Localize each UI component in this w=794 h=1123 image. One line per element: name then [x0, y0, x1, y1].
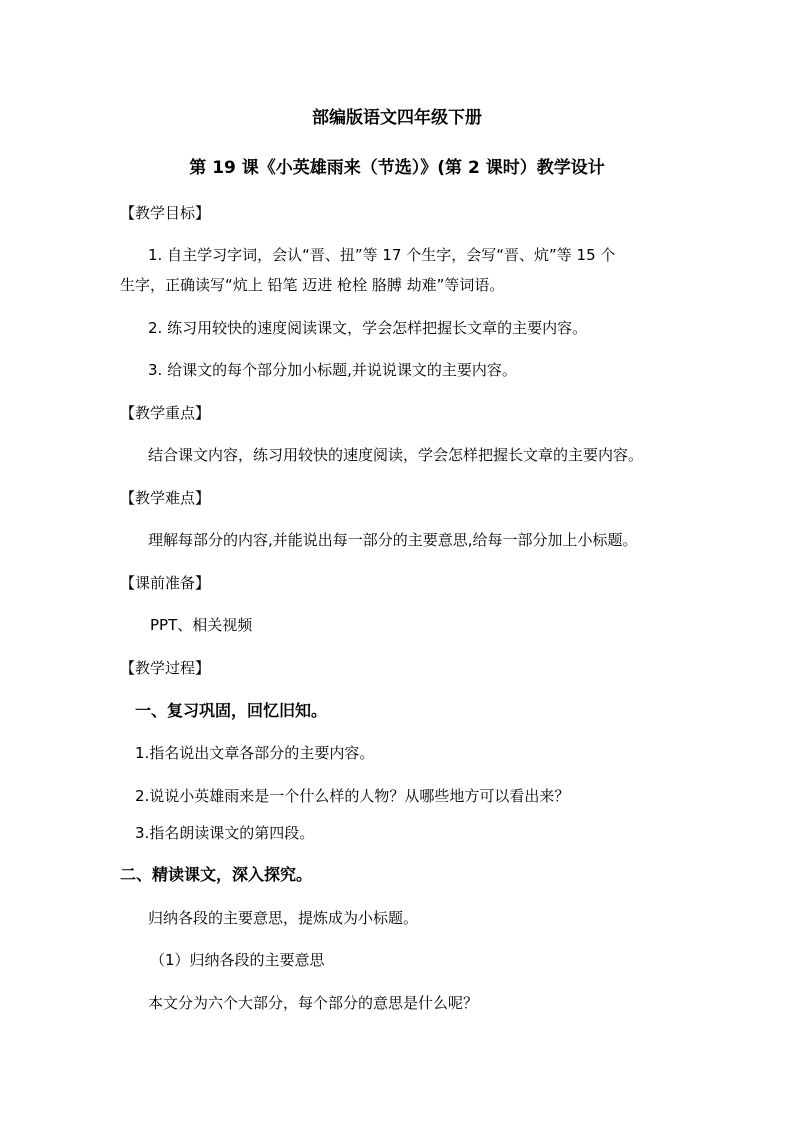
- section-1-item-1: 1.指名说出文章各部分的主要内容。: [135, 744, 375, 762]
- document-title: 部编版语文四年级下册: [312, 108, 482, 128]
- section-1-item-2: 2.说说小英雄雨来是一个什么样的人物？从哪些地方可以看出来？: [135, 787, 570, 805]
- prep-heading: 【课前准备】: [120, 574, 211, 592]
- difficulty-text: 理解每部分的内容,并能说出每一部分的主要意思,给每一部分加上小标题。: [148, 531, 638, 549]
- difficulty-heading: 【教学难点】: [120, 489, 211, 507]
- goal-1-line-2: 生字，正确读写“炕上 铅笔 迈进 枪栓 胳膊 劫难”等词语。: [120, 276, 505, 294]
- section-2-text-2: 本文分为六个大部分，每个部分的意思是什么呢？: [148, 994, 479, 1012]
- prep-text: PPT、相关视频: [150, 616, 253, 634]
- section-2-heading: 二、精读课文，深入探究。: [120, 865, 313, 884]
- section-2-text-1: 归纳各段的主要意思，提炼成为小标题。: [148, 909, 419, 927]
- goals-heading: 【教学目标】: [120, 204, 211, 222]
- goal-1-line-1: 1. 自主学习字词，会认“晋、扭”等 17 个生字，会写“晋、炕”等 15 个: [148, 246, 616, 264]
- lesson-subtitle: 第 19 课《小英雄雨来（节选）》(第 2 课时）教学设计: [189, 158, 605, 178]
- goal-2: 2. 练习用较快的速度阅读课文，学会怎样把握长文章的主要内容。: [148, 319, 588, 337]
- key-heading: 【教学重点】: [120, 404, 211, 422]
- goal-3: 3. 给课文的每个部分加小标题,并说说课文的主要内容。: [148, 361, 517, 379]
- process-heading: 【教学过程】: [120, 659, 211, 677]
- section-1-heading: 一、复习巩固，回忆旧知。: [135, 701, 328, 720]
- section-1-item-3: 3.指名朗读课文的第四段。: [135, 824, 315, 842]
- section-2-subheading-1: （1）归纳各段的主要意思: [150, 951, 325, 969]
- key-text: 结合课文内容，练习用较快的速度阅读，学会怎样把握长文章的主要内容。: [148, 446, 644, 464]
